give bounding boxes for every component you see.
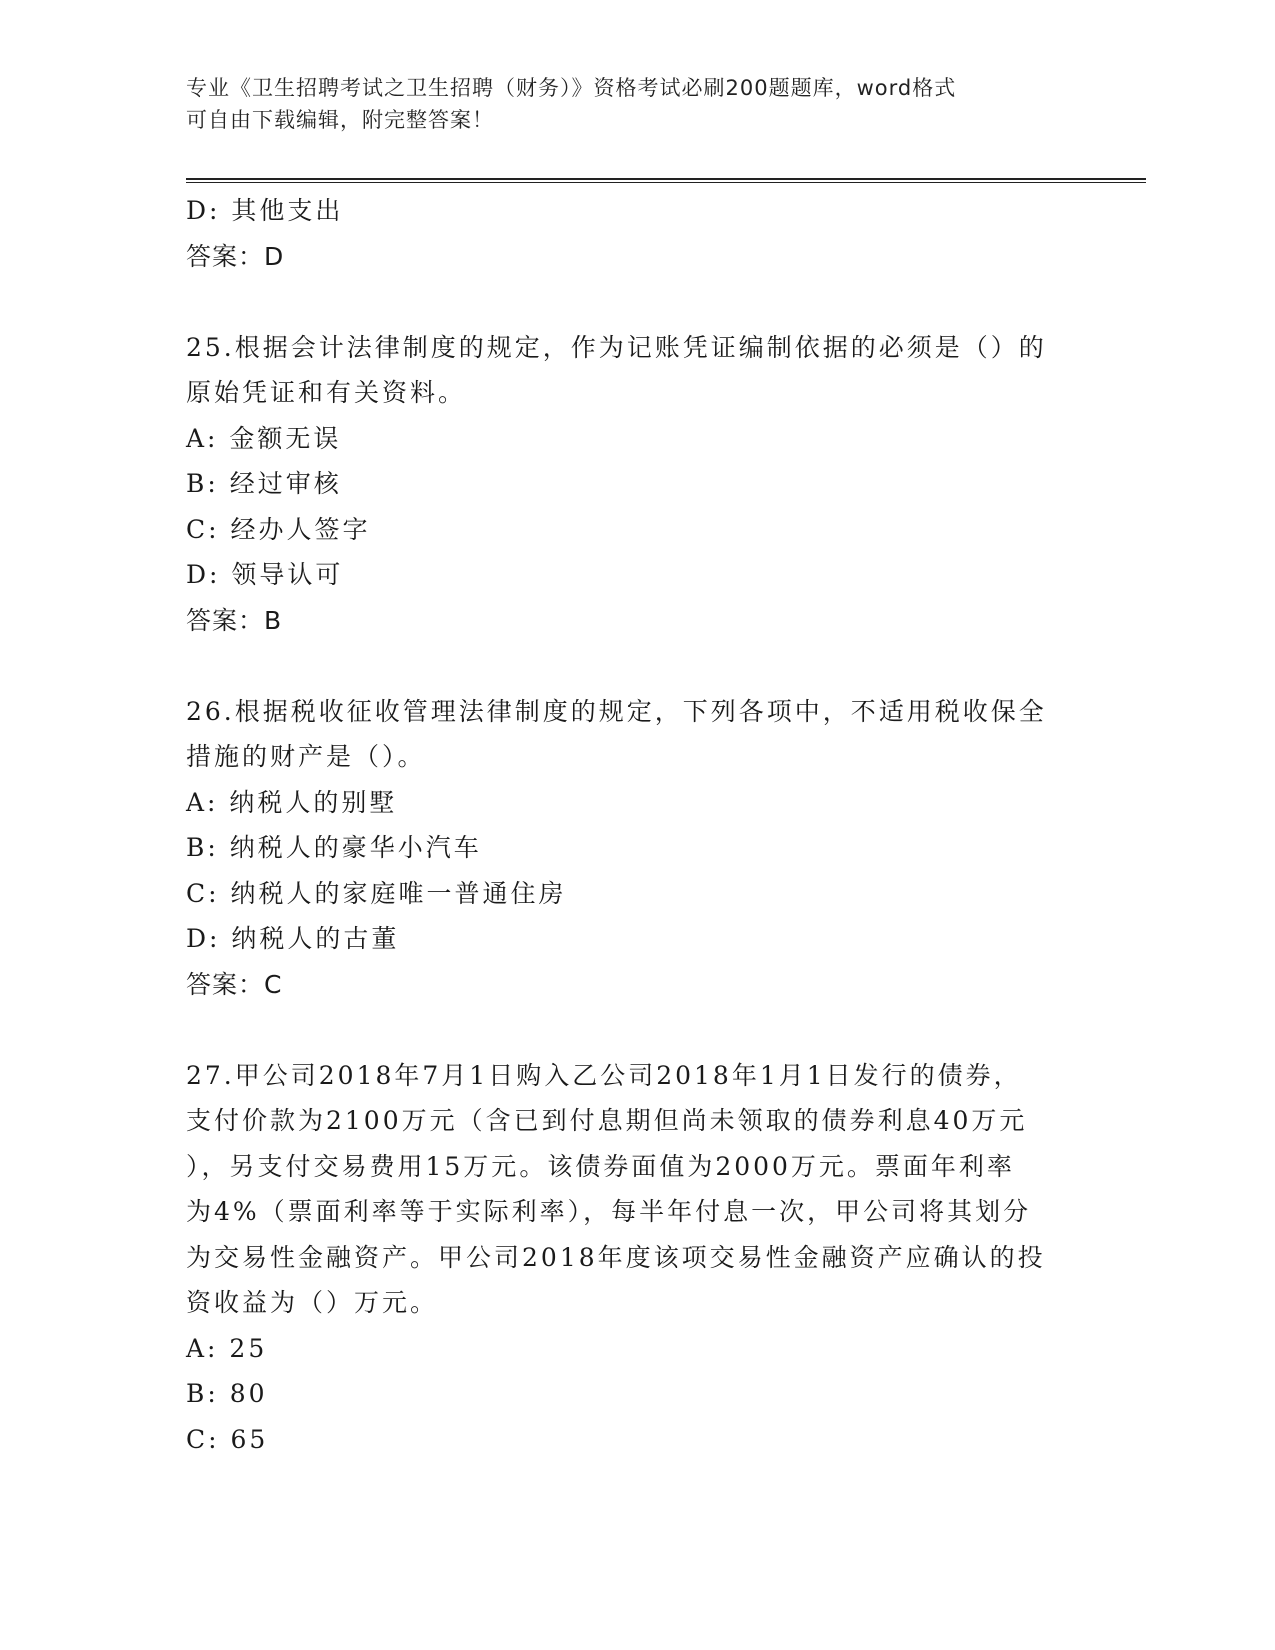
question-26 — [186, 689, 1066, 1008]
option-c: C: 纳税人的家庭唯一普通住房 — [186, 878, 567, 908]
option-a: A: 金额无误 — [186, 423, 342, 453]
option-d: D: 纳税人的古董 — [186, 924, 400, 953]
answer: 答案：B — [186, 605, 283, 635]
option-a: A: 纳税人的别墅 — [186, 787, 398, 817]
page-header — [186, 72, 1066, 136]
spacer — [186, 279, 1066, 325]
document-body — [186, 188, 1066, 1462]
question-stem-line: ），另支付交易费用15万元。该债券面值为2000万元。票面年利率 — [186, 1151, 1015, 1181]
option-c: C: 65 — [186, 1424, 269, 1454]
option-c: C: 经办人签字 — [186, 514, 371, 544]
option-a: A: 25 — [186, 1333, 268, 1363]
prev-question-option-d: D: 其他支出 — [186, 196, 344, 225]
question-25 — [186, 325, 1066, 644]
header-title-line-1: 专业《卫生招聘考试之卫生招聘（财务）》资格考试必刷200题题库，word格式 — [186, 76, 957, 100]
option-b: B: 纳税人的豪华小汽车 — [186, 833, 482, 862]
question-stem-line: 原始凭证和有关资料。 — [186, 378, 467, 407]
answer: 答案：C — [186, 969, 283, 999]
question-stem-line: 资收益为（）万元。 — [186, 1288, 439, 1317]
question-stem-line: 支付价款为2100万元（含已到付息期但尚未领取的债券利息40万元 — [186, 1106, 1028, 1135]
spacer — [186, 643, 1066, 689]
question-stem-line: 为4%（票面利率等于实际利率），每半年付息一次，甲公司将其划分 — [186, 1197, 1032, 1226]
question-stem-line: 措施的财产是（）。 — [186, 742, 426, 771]
prev-question-answer: 答案：D — [186, 241, 285, 271]
spacer — [186, 1007, 1066, 1053]
question-stem-line: 为交易性金融资产。甲公司2018年度该项交易性金融资产应确认的投 — [186, 1242, 1046, 1272]
option-b: B: 经过审核 — [186, 469, 342, 498]
option-d: D: 领导认可 — [186, 560, 344, 589]
question-27 — [186, 1053, 1066, 1463]
question-stem-line: 26.根据税收征收管理法律制度的规定，下列各项中，不适用税收保全 — [186, 696, 1047, 726]
header-divider — [186, 178, 1146, 183]
header-title-line-2: 可自由下载编辑，附完整答案！ — [186, 108, 494, 132]
option-b: B: 80 — [186, 1379, 268, 1408]
question-stem-line: 27.甲公司2018年7月1日购入乙公司2018年1月1日发行的债券， — [186, 1060, 1022, 1090]
question-stem-line: 25.根据会计法律制度的规定，作为记账凭证编制依据的必须是（）的 — [186, 332, 1047, 362]
